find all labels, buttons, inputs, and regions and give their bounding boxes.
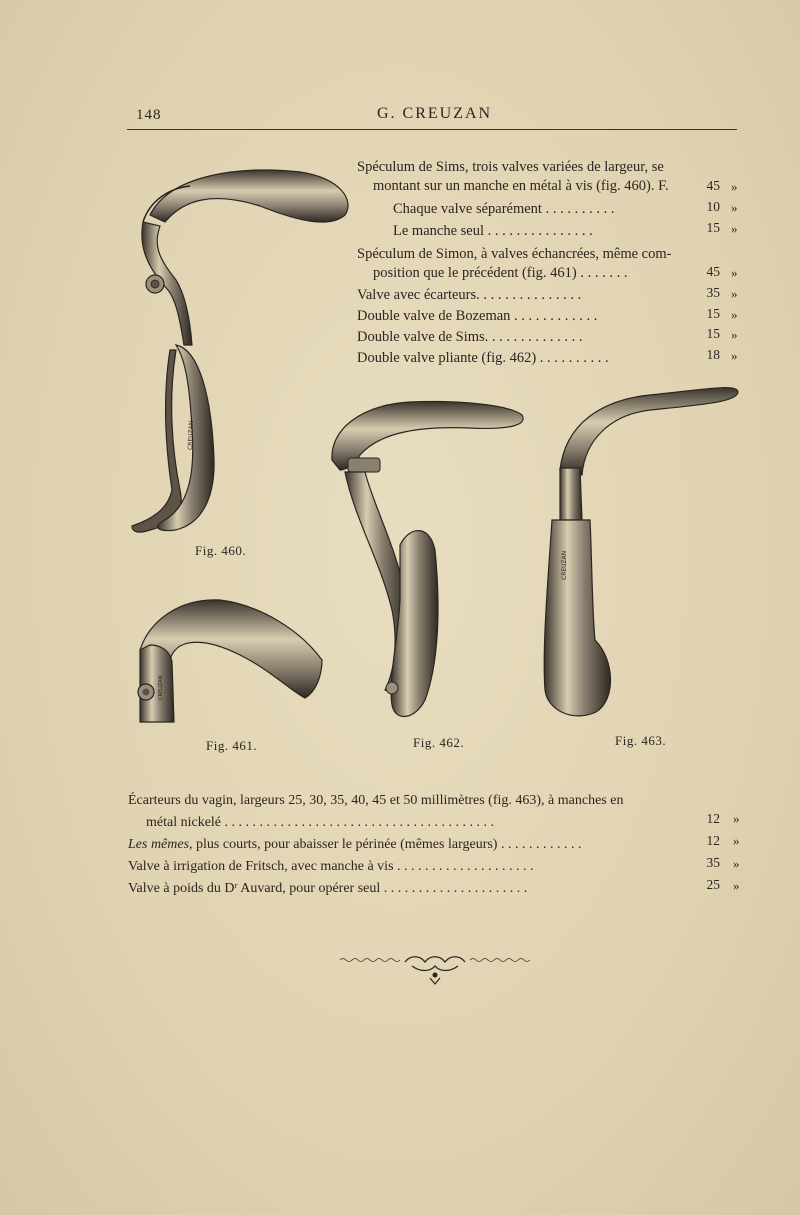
price: 12 [706, 811, 720, 826]
price: 10 [706, 199, 720, 214]
figure-460-caption: Fig. 460. [195, 543, 247, 558]
item-double-pliante: Double valve pliante (fig. 462) . . . . . . . . . . [357, 350, 609, 366]
price-unit: » [733, 878, 740, 893]
item-fritsch: Valve à irrigation de Fritsch, avec manche à vis . . . . . . . . . . . . . . . . . . . . [128, 859, 534, 874]
item-sims-speculum-line1: Spéculum de Sims, trois valves variées de largeur, se [357, 159, 664, 175]
figure-462-caption: Fig. 462. [413, 735, 465, 750]
price-unit: » [733, 856, 740, 871]
engraving-mark-460: CREUZAN [187, 420, 196, 451]
item-memes-lead: Les mêmes, [128, 837, 193, 852]
price: 18 [706, 347, 720, 362]
price: 15 [706, 220, 720, 235]
item-bozeman: Double valve de Bozeman . . . . . . . . . . . . [357, 308, 598, 324]
item-simon-speculum-line2: position que le précédent (fig. 461) . . . . . . . [373, 265, 628, 281]
price-unit: » [733, 811, 740, 826]
price: 35 [706, 855, 720, 870]
price-unit: » [733, 833, 740, 848]
item-ecarteurs-line2: métal nickelé . . . . . . . . . . . . . . . . . . . . . . . . . . . . . . . . . . . . . . . [146, 815, 495, 830]
engraving-mark-463: CREUZAN [561, 550, 568, 580]
price-unit: » [731, 200, 738, 215]
item-valve-ecarteurs: Valve avec écarteurs. . . . . . . . . . . . . . . [357, 287, 582, 303]
price: 35 [706, 285, 720, 300]
price-unit: » [731, 307, 738, 322]
item-handle-alone: Le manche seul . . . . . . . . . . . . . . . [393, 223, 593, 239]
page-header-title: G. CREUZAN [377, 105, 493, 122]
price-unit: » [731, 327, 738, 342]
price-unit: » [731, 348, 738, 363]
page-number: 148 [136, 107, 162, 123]
item-simon-speculum-line1: Spéculum de Simon, à valves échancrées, même com- [357, 246, 672, 262]
engraving-mark-461: CREUZAN [158, 675, 164, 700]
item-double-sims: Double valve de Sims. . . . . . . . . . . . . . [357, 329, 583, 345]
price-unit: » [731, 179, 738, 194]
price: 45 [706, 264, 720, 279]
item-valve-separate: Chaque valve séparément . . . . . . . . . . [393, 201, 615, 217]
item-auvard: Valve à poids du Dʳ Auvard, pour opérer seul . . . . . . . . . . . . . . . . . . . . . [128, 881, 528, 896]
item-ecarteurs-line1: Écarteurs du vagin, largeurs 25, 30, 35, 40, 45 et 50 millimètres (fig. 463), à manches en [128, 793, 624, 808]
price: 25 [706, 877, 720, 892]
price: 15 [706, 326, 720, 341]
price-unit: » [731, 286, 738, 301]
price-unit: » [731, 265, 738, 280]
item-memes-text: plus courts, pour abaisser le périnée (mêmes largeurs) . . . . . . . . . . . . [192, 837, 582, 852]
price: 12 [706, 833, 720, 848]
item-sims-speculum-line2: montant sur un manche en métal à vis (fig. 460). F. [373, 178, 669, 194]
price-unit: » [731, 221, 738, 236]
figure-461-caption: Fig. 461. [206, 738, 258, 753]
price: 15 [706, 306, 720, 321]
price: 45 [706, 178, 720, 193]
figure-463-caption: Fig. 463. [615, 733, 667, 748]
